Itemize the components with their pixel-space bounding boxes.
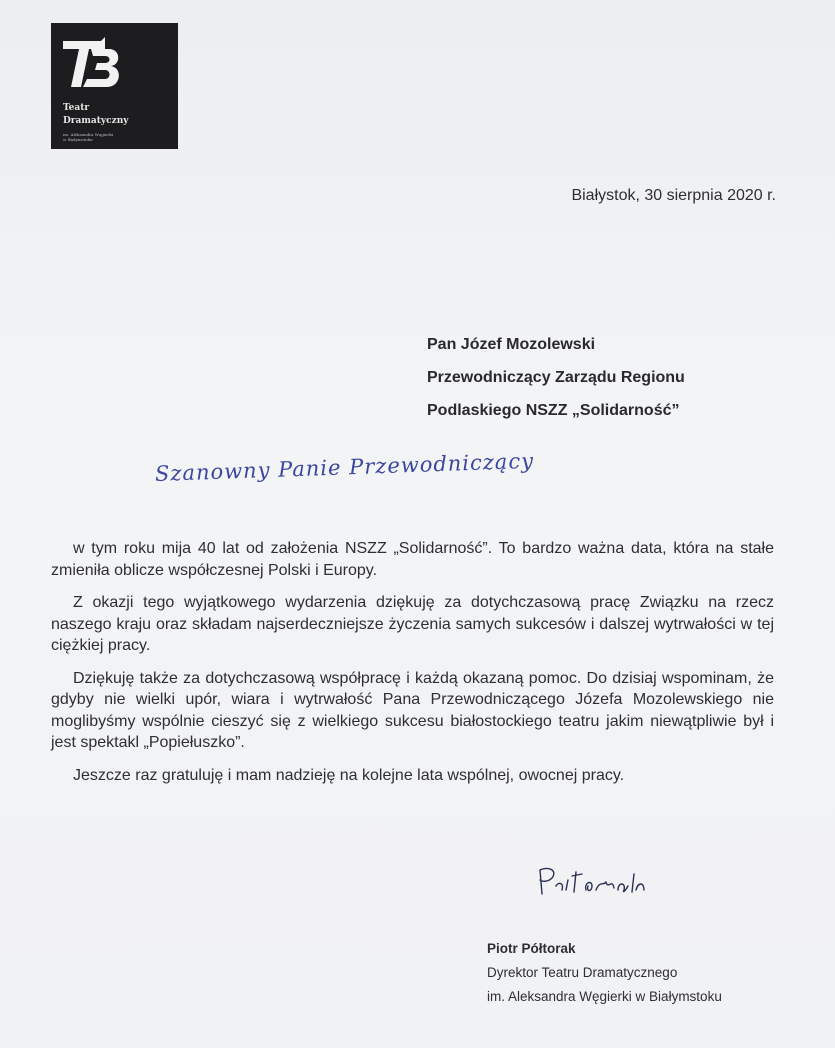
theatre-logo [51,23,178,149]
recipient-position: Przewodniczący Zarządu Regionu [427,369,685,386]
body-paragraph-2: Z okazji tego wyjątkowego wydarzenia dziękuję za dotychczasową pracę Związku na rzecz naszego kraju oraz składam najserdeczniejsze życzenia samych sukcesów i dalszej wytrwałości w tej ciężkiej pracy. [51,594,774,654]
recipient-organization: Podlaskiego NSZZ „Solidarność” [427,402,680,419]
logo-text-dramatyczny: Dramatyczny [63,116,129,126]
tb-logo-mark-icon [61,35,123,97]
recipient-name: Pan Józef Mozolewski [427,336,596,353]
letter-body [51,538,774,797]
logo-text-teatr: Teatr [63,103,90,113]
logo-text-city: w Białymstoku [63,137,93,142]
signer-title: Dyrektor Teatru Dramatycznego [487,965,678,980]
letter-date: Białystok, 30 sierpnia 2020 r. [571,187,776,204]
handwritten-signature-icon [530,860,655,905]
body-paragraph-1: w tym roku mija 40 lat od założenia NSZZ „Solidarność”. To bardzo ważna data, która na stałe zmieniła oblicze współczesnej Polski i Europy. [51,540,774,579]
body-paragraph-4: Jeszcze raz gratuluję i mam nadzieję na kolejne lata wspólnej, owocnej pracy. [73,766,625,784]
recipient-block [427,333,685,432]
signer-block [487,937,722,1009]
handwritten-greeting: Szanowny Panie Przewodniczący [154,448,535,486]
logo-text-patron: im. Aleksandra Węgierki [63,132,114,137]
signer-name: Piotr Półtorak [487,941,576,956]
body-paragraph-3: Dziękuję także za dotychczasową współpracę i każdą okazaną pomoc. Do dzisiaj wspominam, że gdyby nie wielki upór, wiara i wytrwałość Pana Przewodniczącego Józefa Mozolewskiego nie moglibyśmy wspólnie cieszyć się z wielkiego sukcesu białostockiego teatru jakim niewątpliwie był i jest spektakl „Popiełuszko”. [51,669,774,751]
signer-institution: im. Aleksandra Węgierki w Białymstoku [487,989,722,1004]
